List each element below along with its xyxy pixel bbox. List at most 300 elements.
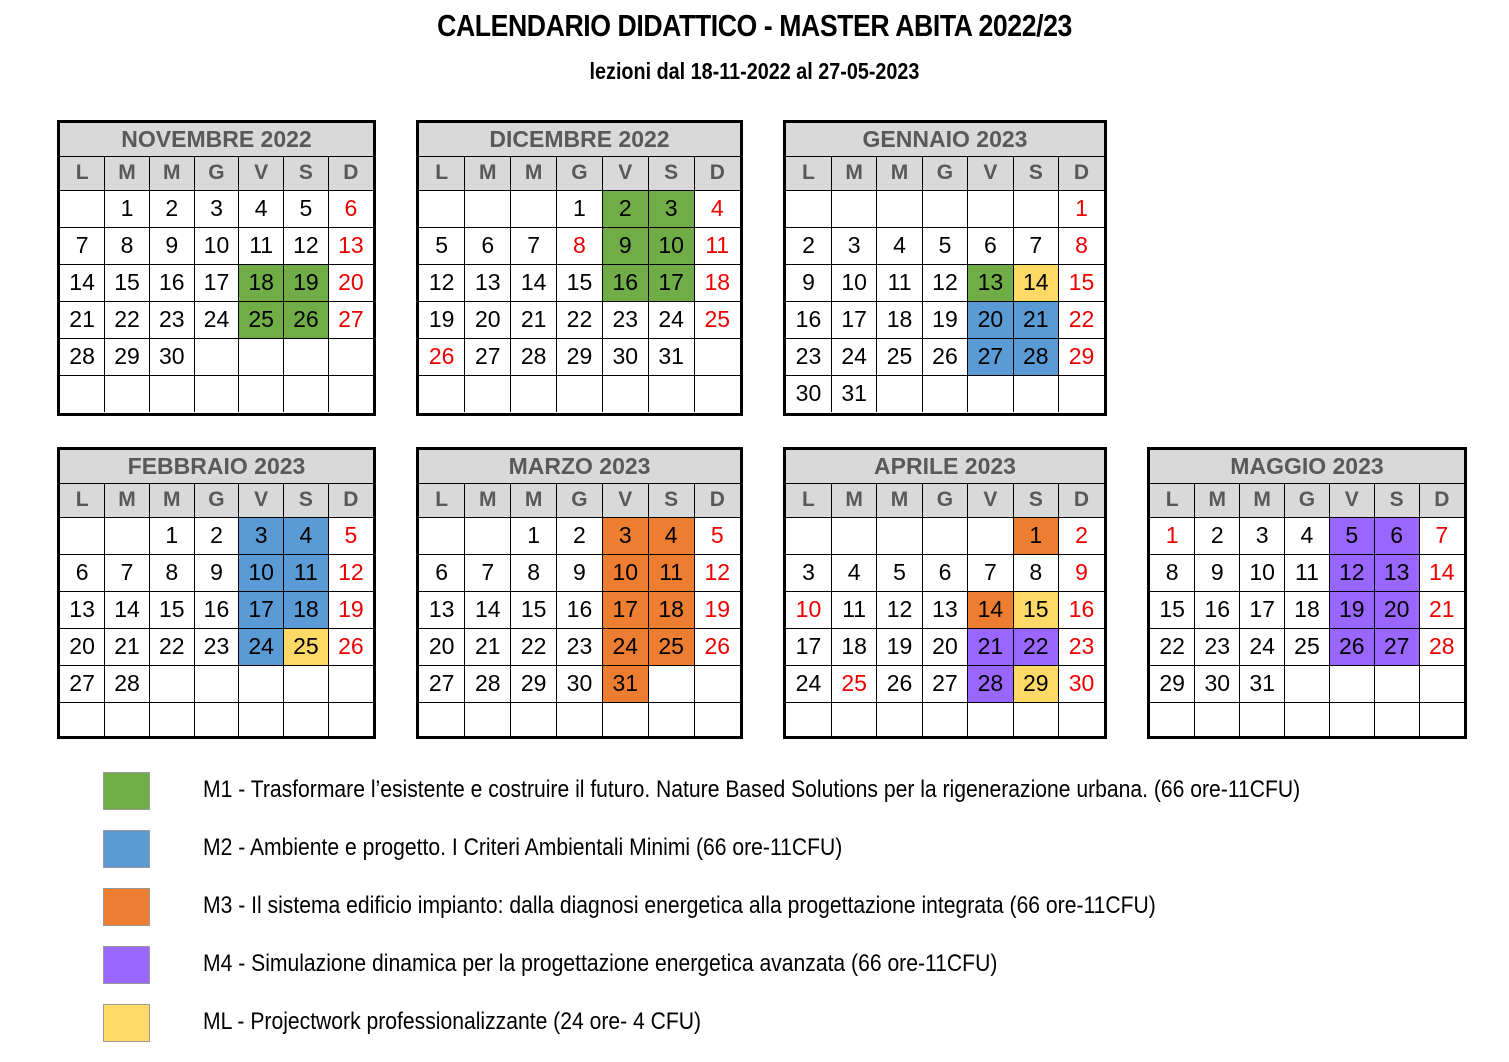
empty-cell — [1240, 702, 1285, 739]
weekday-label: L — [786, 156, 831, 190]
empty-cell — [1013, 190, 1058, 227]
legend-label: M1 - Trasformare l’esistente e costruire il futuro. Nature Based Solutions per la rigenerazione urbana. (66 ore-11CFU) — [203, 776, 1301, 803]
weekday-label: M — [105, 156, 150, 190]
weekday-label: L — [60, 156, 105, 190]
calendar-day: 20 — [419, 628, 465, 665]
empty-cell — [557, 375, 603, 412]
weekday-label: L — [1150, 483, 1195, 517]
month-title: MAGGIO 2023 — [1150, 450, 1464, 483]
calendar-day: 11 — [239, 227, 284, 264]
empty-cell — [877, 702, 922, 739]
legend-swatch — [103, 772, 150, 810]
month-calendar — [57, 120, 376, 416]
empty-cell — [877, 190, 922, 227]
calendar-day: 18 — [1285, 591, 1330, 628]
calendar-day: 4 — [239, 190, 284, 227]
month-title: NOVEMBRE 2022 — [60, 123, 373, 156]
month-table — [786, 450, 1104, 739]
weekday-label: G — [557, 156, 603, 190]
empty-cell — [922, 517, 967, 554]
page-title: CALENDARIO DIDATTICO - MASTER ABITA 2022/23 — [437, 8, 1072, 43]
calendar-day: 27 — [419, 665, 465, 702]
calendar-day: 9 — [602, 227, 648, 264]
calendar-day: 8 — [557, 227, 603, 264]
month-title: GENNAIO 2023 — [786, 123, 1104, 156]
calendar-day: 21 — [465, 628, 511, 665]
weekday-label: M — [877, 156, 922, 190]
calendar-day: 19 — [922, 301, 967, 338]
month-title: FEBBRAIO 2023 — [60, 450, 373, 483]
calendar-day: 7 — [465, 554, 511, 591]
empty-cell — [239, 665, 284, 702]
calendar-day: 6 — [328, 190, 373, 227]
calendar-day: 25 — [831, 665, 876, 702]
calendar-day: 28 — [1013, 338, 1058, 375]
calendar-day: 8 — [105, 227, 150, 264]
empty-cell — [239, 375, 284, 412]
empty-cell — [511, 702, 557, 739]
calendar-day: 20 — [1374, 591, 1419, 628]
weekday-label: V — [968, 483, 1013, 517]
calendar-day: 4 — [831, 554, 876, 591]
calendar-day: 22 — [511, 628, 557, 665]
calendar-day: 19 — [877, 628, 922, 665]
calendar-day: 25 — [1285, 628, 1330, 665]
calendar-day: 10 — [194, 227, 239, 264]
calendar-day: 20 — [968, 301, 1013, 338]
calendar-day: 3 — [1240, 517, 1285, 554]
calendar-day: 14 — [105, 591, 150, 628]
month-calendar — [57, 447, 376, 739]
empty-cell — [968, 375, 1013, 412]
calendar-day: 3 — [194, 190, 239, 227]
calendar-day: 12 — [419, 264, 465, 301]
weekday-label: M — [149, 156, 194, 190]
empty-cell — [328, 702, 373, 739]
empty-cell — [648, 375, 694, 412]
calendar-day: 30 — [557, 665, 603, 702]
calendar-day: 29 — [105, 338, 150, 375]
empty-cell — [465, 517, 511, 554]
empty-cell — [328, 338, 373, 375]
calendar-day: 4 — [648, 517, 694, 554]
empty-cell — [968, 702, 1013, 739]
empty-cell — [922, 190, 967, 227]
weekday-label: S — [284, 483, 329, 517]
calendar-day: 5 — [694, 517, 740, 554]
empty-cell — [239, 702, 284, 739]
calendar-day: 24 — [648, 301, 694, 338]
calendar-day: 11 — [1285, 554, 1330, 591]
page-subtitle: lezioni dal 18-11-2022 al 27-05-2023 — [589, 58, 920, 84]
empty-cell — [922, 702, 967, 739]
calendar-day: 22 — [1013, 628, 1058, 665]
empty-cell — [1329, 702, 1374, 739]
calendar-day: 16 — [194, 591, 239, 628]
calendar-day: 26 — [694, 628, 740, 665]
weekday-label: L — [419, 483, 465, 517]
calendar-day: 27 — [1374, 628, 1419, 665]
empty-cell — [968, 190, 1013, 227]
empty-cell — [786, 517, 831, 554]
calendar-day: 19 — [284, 264, 329, 301]
empty-cell — [602, 702, 648, 739]
calendar-day: 16 — [1195, 591, 1240, 628]
empty-cell — [419, 375, 465, 412]
calendar-day: 5 — [922, 227, 967, 264]
calendar-day: 13 — [968, 264, 1013, 301]
empty-cell — [602, 375, 648, 412]
calendar-day: 29 — [511, 665, 557, 702]
calendar-day: 10 — [602, 554, 648, 591]
empty-cell — [194, 375, 239, 412]
calendar-day: 30 — [1059, 665, 1104, 702]
calendar-day: 26 — [877, 665, 922, 702]
calendar-day: 23 — [557, 628, 603, 665]
weekday-label: M — [511, 483, 557, 517]
calendar-day: 24 — [1240, 628, 1285, 665]
calendar-day: 2 — [786, 227, 831, 264]
calendar-day: 1 — [149, 517, 194, 554]
calendar-day: 23 — [1195, 628, 1240, 665]
empty-cell — [1285, 702, 1330, 739]
calendar-day: 30 — [786, 375, 831, 412]
weekday-label: M — [105, 483, 150, 517]
calendar-day: 30 — [602, 338, 648, 375]
calendar-day: 1 — [1013, 517, 1058, 554]
calendar-day: 28 — [968, 665, 1013, 702]
calendar-day: 18 — [648, 591, 694, 628]
calendar-day: 18 — [284, 591, 329, 628]
empty-cell — [831, 517, 876, 554]
calendar-day: 2 — [1059, 517, 1104, 554]
calendar-day: 21 — [60, 301, 105, 338]
calendar-day: 16 — [786, 301, 831, 338]
weekday-label: M — [149, 483, 194, 517]
calendar-day: 22 — [1059, 301, 1104, 338]
weekday-label: S — [1013, 156, 1058, 190]
calendar-day: 17 — [1240, 591, 1285, 628]
calendar-day: 3 — [648, 190, 694, 227]
empty-cell — [694, 338, 740, 375]
empty-cell — [465, 190, 511, 227]
calendar-day: 5 — [328, 517, 373, 554]
calendar-day: 8 — [511, 554, 557, 591]
calendar-day: 4 — [284, 517, 329, 554]
empty-cell — [105, 702, 150, 739]
calendar-day: 30 — [1195, 665, 1240, 702]
calendar-day: 2 — [149, 190, 194, 227]
calendar-day: 24 — [194, 301, 239, 338]
calendar-day: 23 — [786, 338, 831, 375]
calendar-day: 19 — [419, 301, 465, 338]
calendar-day: 13 — [1374, 554, 1419, 591]
calendar-day: 14 — [1419, 554, 1464, 591]
weekday-label: S — [1013, 483, 1058, 517]
calendar-day: 1 — [511, 517, 557, 554]
calendar-day: 15 — [1059, 264, 1104, 301]
calendar-day: 14 — [968, 591, 1013, 628]
weekday-label: L — [60, 483, 105, 517]
calendar-day: 9 — [1059, 554, 1104, 591]
legend-label: M3 - Il sistema edificio impianto: dalla diagnosi energetica alla progettazione integrata (66 ore-11CFU) — [203, 892, 1156, 919]
calendar-day: 12 — [922, 264, 967, 301]
weekday-label: D — [1059, 156, 1104, 190]
calendar-day: 17 — [831, 301, 876, 338]
empty-cell — [1285, 665, 1330, 702]
legend-swatch — [103, 888, 150, 926]
calendar-day: 23 — [149, 301, 194, 338]
month-calendar — [416, 447, 743, 739]
calendar-day: 16 — [557, 591, 603, 628]
weekday-label: V — [602, 483, 648, 517]
calendar-day: 6 — [60, 554, 105, 591]
calendar-day: 28 — [1419, 628, 1464, 665]
calendar-day: 15 — [511, 591, 557, 628]
calendar-day: 8 — [149, 554, 194, 591]
calendar-day: 27 — [328, 301, 373, 338]
weekday-label: M — [831, 483, 876, 517]
calendar-day: 13 — [922, 591, 967, 628]
weekday-label: M — [465, 483, 511, 517]
calendar-day: 19 — [328, 591, 373, 628]
weekday-label: D — [328, 156, 373, 190]
calendar-day: 17 — [239, 591, 284, 628]
empty-cell — [60, 190, 105, 227]
calendar-day: 11 — [284, 554, 329, 591]
calendar-day: 20 — [922, 628, 967, 665]
calendar-day: 7 — [968, 554, 1013, 591]
weekday-label: M — [1240, 483, 1285, 517]
empty-cell — [465, 375, 511, 412]
empty-cell — [239, 338, 284, 375]
weekday-label: D — [328, 483, 373, 517]
calendar-day: 9 — [1195, 554, 1240, 591]
month-title: MARZO 2023 — [419, 450, 740, 483]
calendar-day: 5 — [1329, 517, 1374, 554]
weekday-label: D — [694, 156, 740, 190]
calendar-day: 5 — [419, 227, 465, 264]
calendar-day: 21 — [1419, 591, 1464, 628]
calendar-day: 3 — [786, 554, 831, 591]
calendar-day: 29 — [1013, 665, 1058, 702]
calendar-day: 24 — [831, 338, 876, 375]
empty-cell — [149, 702, 194, 739]
calendar-day: 11 — [648, 554, 694, 591]
calendar-day: 1 — [105, 190, 150, 227]
calendar-day: 23 — [1059, 628, 1104, 665]
month-title: DICEMBRE 2022 — [419, 123, 740, 156]
empty-cell — [105, 517, 150, 554]
calendar-day: 13 — [328, 227, 373, 264]
calendar-day: 15 — [1013, 591, 1058, 628]
calendar-day: 20 — [328, 264, 373, 301]
calendar-day: 16 — [1059, 591, 1104, 628]
empty-cell — [1419, 665, 1464, 702]
empty-cell — [284, 702, 329, 739]
empty-cell — [511, 375, 557, 412]
empty-cell — [968, 517, 1013, 554]
calendar-day: 7 — [1013, 227, 1058, 264]
month-table — [786, 123, 1104, 412]
calendar-day: 3 — [831, 227, 876, 264]
weekday-label: S — [648, 156, 694, 190]
empty-cell — [60, 702, 105, 739]
calendar-day: 17 — [194, 264, 239, 301]
calendar-day: 6 — [922, 554, 967, 591]
calendar-day: 13 — [465, 264, 511, 301]
calendar-day: 25 — [239, 301, 284, 338]
calendar-day: 11 — [831, 591, 876, 628]
empty-cell — [877, 375, 922, 412]
calendar-day: 7 — [105, 554, 150, 591]
calendar-day: 3 — [602, 517, 648, 554]
calendar-day: 5 — [877, 554, 922, 591]
legend-swatch — [103, 1004, 150, 1042]
weekday-label: D — [1059, 483, 1104, 517]
empty-cell — [284, 338, 329, 375]
calendar-day: 11 — [694, 227, 740, 264]
calendar-day: 25 — [284, 628, 329, 665]
calendar-day: 20 — [465, 301, 511, 338]
calendar-day: 31 — [602, 665, 648, 702]
empty-cell — [1150, 702, 1195, 739]
month-table — [419, 450, 740, 739]
empty-cell — [194, 702, 239, 739]
calendar-day: 5 — [284, 190, 329, 227]
calendar-day: 9 — [194, 554, 239, 591]
legend-swatch — [103, 830, 150, 868]
calendar-day: 27 — [968, 338, 1013, 375]
calendar-day: 15 — [105, 264, 150, 301]
weekday-label: D — [1419, 483, 1464, 517]
empty-cell — [105, 375, 150, 412]
empty-cell — [786, 702, 831, 739]
calendar-day: 28 — [511, 338, 557, 375]
month-calendar — [783, 120, 1107, 416]
calendar-day: 8 — [1013, 554, 1058, 591]
weekday-label: L — [786, 483, 831, 517]
calendar-day: 21 — [105, 628, 150, 665]
calendar-day: 17 — [602, 591, 648, 628]
weekday-label: G — [922, 483, 967, 517]
calendar-day: 12 — [1329, 554, 1374, 591]
calendar-day: 18 — [831, 628, 876, 665]
calendar-day: 13 — [419, 591, 465, 628]
calendar-day: 28 — [465, 665, 511, 702]
empty-cell — [922, 375, 967, 412]
calendar-day: 17 — [786, 628, 831, 665]
weekday-label: G — [1285, 483, 1330, 517]
calendar-day: 26 — [284, 301, 329, 338]
empty-cell — [284, 665, 329, 702]
calendar-day: 25 — [694, 301, 740, 338]
calendar-day: 26 — [922, 338, 967, 375]
calendar-day: 15 — [557, 264, 603, 301]
calendar-day: 29 — [557, 338, 603, 375]
legend-swatch — [103, 946, 150, 984]
calendar-day: 28 — [60, 338, 105, 375]
empty-cell — [328, 375, 373, 412]
calendar-day: 20 — [60, 628, 105, 665]
month-table — [419, 123, 740, 412]
month-table — [60, 123, 373, 412]
weekday-label: D — [694, 483, 740, 517]
empty-cell — [60, 517, 105, 554]
weekday-label: L — [419, 156, 465, 190]
empty-cell — [694, 665, 740, 702]
empty-cell — [1013, 702, 1058, 739]
calendar-day: 2 — [557, 517, 603, 554]
empty-cell — [648, 702, 694, 739]
empty-cell — [694, 375, 740, 412]
calendar-day: 9 — [557, 554, 603, 591]
weekday-label: V — [239, 483, 284, 517]
empty-cell — [511, 190, 557, 227]
calendar-day: 29 — [1150, 665, 1195, 702]
calendar-day: 1 — [1059, 190, 1104, 227]
weekday-label: S — [284, 156, 329, 190]
weekday-label: V — [602, 156, 648, 190]
calendar-day: 16 — [149, 264, 194, 301]
calendar-day: 18 — [239, 264, 284, 301]
calendar-day: 6 — [465, 227, 511, 264]
empty-cell — [465, 702, 511, 739]
calendar-day: 2 — [602, 190, 648, 227]
empty-cell — [328, 665, 373, 702]
weekday-label: G — [557, 483, 603, 517]
calendar-day: 25 — [648, 628, 694, 665]
calendar-day: 11 — [877, 264, 922, 301]
calendar-day: 27 — [465, 338, 511, 375]
calendar-day: 16 — [602, 264, 648, 301]
calendar-day: 21 — [1013, 301, 1058, 338]
calendar-day: 6 — [1374, 517, 1419, 554]
calendar-day: 24 — [239, 628, 284, 665]
weekday-label: V — [1329, 483, 1374, 517]
calendar-day: 30 — [149, 338, 194, 375]
calendar-day: 31 — [648, 338, 694, 375]
empty-cell — [1059, 375, 1104, 412]
calendar-day: 21 — [968, 628, 1013, 665]
calendar-day: 25 — [877, 338, 922, 375]
calendar-day: 4 — [694, 190, 740, 227]
empty-cell — [60, 375, 105, 412]
calendar-day: 22 — [557, 301, 603, 338]
empty-cell — [1374, 702, 1419, 739]
weekday-label: G — [194, 156, 239, 190]
calendar-day: 23 — [602, 301, 648, 338]
weekday-label: G — [922, 156, 967, 190]
legend-label: M4 - Simulazione dinamica per la progettazione energetica avanzata (66 ore-11CFU) — [203, 950, 998, 977]
calendar-day: 26 — [328, 628, 373, 665]
empty-cell — [149, 375, 194, 412]
month-calendar — [416, 120, 743, 416]
calendar-day: 28 — [105, 665, 150, 702]
weekday-label: S — [1374, 483, 1419, 517]
calendar-day: 10 — [1240, 554, 1285, 591]
weekday-label: V — [239, 156, 284, 190]
calendar-day: 10 — [786, 591, 831, 628]
calendar-day: 14 — [1013, 264, 1058, 301]
calendar-day: 12 — [328, 554, 373, 591]
legend-label: M2 - Ambiente e progetto. I Criteri Ambientali Minimi (66 ore-11CFU) — [203, 834, 843, 861]
calendar-day: 4 — [877, 227, 922, 264]
calendar-day: 18 — [694, 264, 740, 301]
weekday-label: M — [877, 483, 922, 517]
calendar-day: 8 — [1059, 227, 1104, 264]
month-table — [60, 450, 373, 739]
